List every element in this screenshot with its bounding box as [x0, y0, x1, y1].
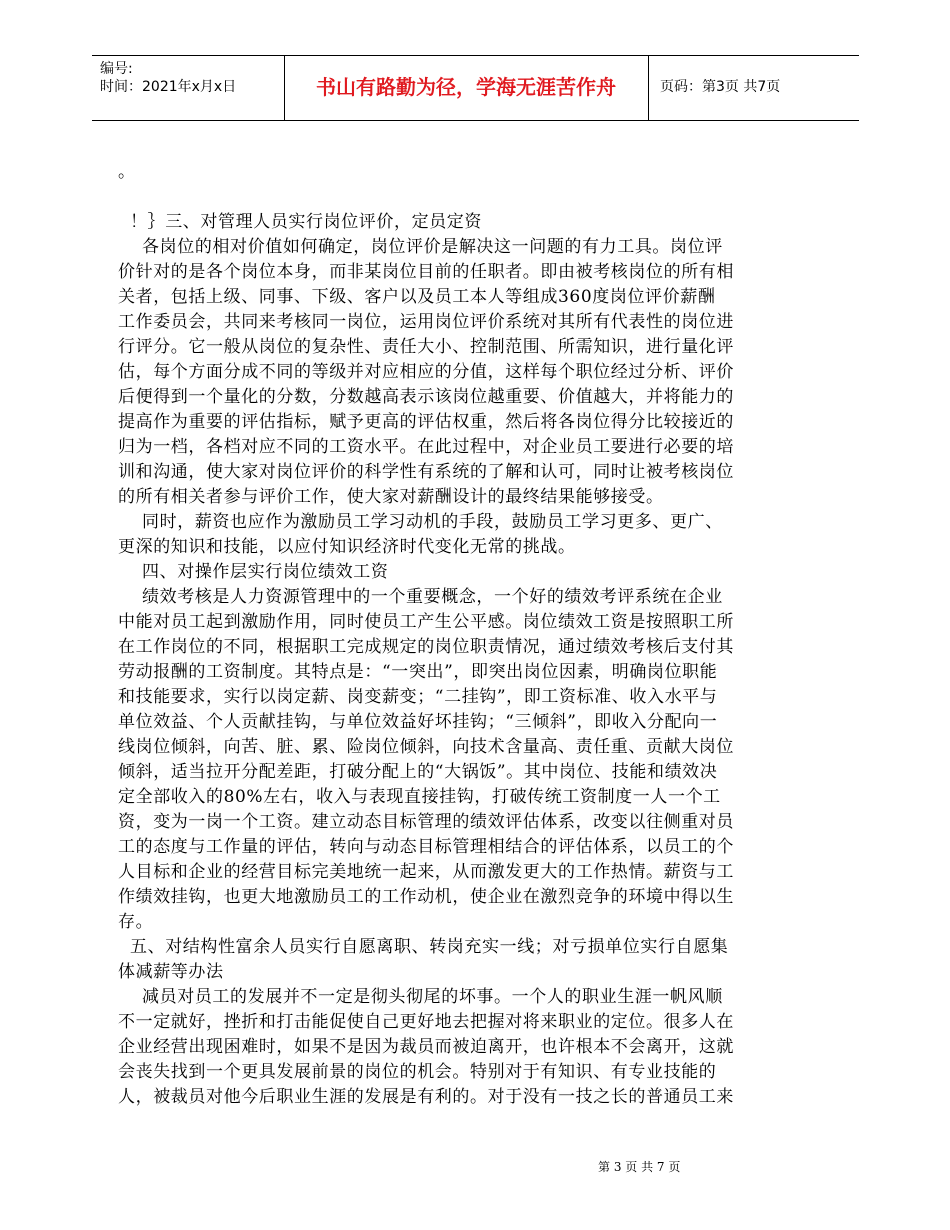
- header-divider-right: [648, 56, 649, 120]
- text-line: 定全部收入的80%左右，收入与表现直接挂钩，打破传统工资制度一人一个工: [118, 787, 721, 807]
- text-line: 提高作为重要的评估指标，赋予更高的评估权重，然后将各岗位得分比较接近的: [118, 412, 734, 432]
- text-line: 的所有相关者参与评价工作，使大家对薪酬设计的最终结果能够接受。: [118, 487, 664, 507]
- text-line: 和技能要求，实行以岗定薪、岗变薪变；“二挂钩”，即工资标准、收入水平与: [118, 687, 718, 707]
- text-line: 人，被裁员对他今后职业生涯的发展是有利的。对于没有一技之长的普通员工来: [118, 1087, 734, 1107]
- text-line: 减员对员工的发展并不一定是彻头彻尾的坏事。一个人的职业生涯一帆风顺: [118, 987, 723, 1007]
- text-line: 绩效考核是人力资源管理中的一个重要概念，一个好的绩效考评系统在企业: [118, 587, 723, 607]
- text-line: 在工作岗位的不同，根据职工完成规定的岗位职责情况，通过绩效考核后支付其: [118, 637, 734, 657]
- text-line: 价针对的是各个岗位本身，而非某岗位目前的任职者。即由被考核岗位的所有相: [118, 262, 734, 282]
- header-meta: [100, 60, 236, 96]
- header-number-label: 编号:: [100, 61, 133, 77]
- text-line: 人目标和企业的经营目标完美地统一起来，从而激发更大的工作热情。薪资与工: [118, 862, 734, 882]
- page-header: [92, 55, 859, 121]
- text-line: 四、对操作层实行岗位绩效工资: [118, 562, 389, 582]
- text-line: 五、对结构性富余人员实行自愿离职、转岗充实一线；对亏损单位实行自愿集: [118, 937, 729, 957]
- header-motto: 书山有路勤为径，学海无涯苦作舟: [316, 75, 616, 99]
- header-page-label: 页码：第3页 共7页: [660, 79, 781, 95]
- text-line: 线岗位倾斜，向苦、脏、累、险岗位倾斜，向技术含量高、责任重、贡献大岗位: [118, 737, 734, 757]
- text-line: 中能对员工起到激励作用，同时使员工产生公平感。岗位绩效工资是按照职工所: [118, 612, 734, 632]
- text-line: 关者，包括上级、同事、下级、客户以及员工本人等组成360度岗位评价薪酬: [118, 287, 716, 307]
- text-line: 作绩效挂钩，也更大地激励员工的工作动机，使企业在激烈竞争的环境中得以生: [118, 887, 734, 907]
- document-body: [118, 160, 768, 1110]
- text-line: 存。: [118, 912, 154, 932]
- text-line: 后便得到一个量化的分数，分数越高表示该岗位越重要、价值越大，并将能力的: [118, 387, 734, 407]
- text-line: 不一定就好，挫折和打击能促使自己更好地去把握对将来职业的定位。很多人在: [118, 1012, 734, 1032]
- text-line: 工的态度与工作量的评估，转向与动态目标管理相结合的评估体系，以员工的个: [118, 837, 734, 857]
- header-time-label: 时间：2021年x月x日: [100, 79, 237, 95]
- text-line: 体减薪等办法: [118, 962, 224, 982]
- text-line: 工作委员会，共同来考核同一岗位，运用岗位评价系统对其所有代表性的岗位进: [118, 312, 734, 332]
- text-line: [118, 185, 768, 210]
- text-line: 各岗位的相对价值如何确定，岗位评价是解决这一问题的有力工具。岗位评: [118, 237, 723, 257]
- text-line: 会丧失找到一个更具发展前景的岗位的机会。特别对于有知识、有专业技能的: [118, 1062, 717, 1082]
- page-footer: 第 3 页 共 7 页: [598, 1160, 681, 1174]
- text-line: 单位效益、个人贡献挂钩，与单位效益好坏挂钩；“三倾斜”，即收入分配向一: [118, 712, 718, 732]
- text-line: 行评分。它一般从岗位的复杂性、责任大小、控制范围、所需知识，进行量化评: [118, 337, 734, 357]
- text-line: 企业经营出现困难时，如果不是因为裁员而被迫离开，也许根本不会离开，这就: [118, 1037, 734, 1057]
- text-line: 更深的知识和技能，以应付知识经济时代变化无常的挑战。: [118, 537, 576, 557]
- text-line: 劳动报酬的工资制度。其特点是：“一突出”，即突出岗位因素，明确岗位职能: [118, 662, 718, 682]
- text-line: 资，变为一岗一个工资。建立动态目标管理的绩效评估体系，改变以往侧重对员: [118, 812, 734, 832]
- text-line: 训和沟通，使大家对岗位评价的科学性有系统的了解和认可，同时让被考核岗位: [118, 462, 734, 482]
- text-line: 倾斜，适当拉开分配差距，打破分配上的“大锅饭”。其中岗位、技能和绩效决: [118, 762, 718, 782]
- text-line: ！｝三、对管理人员实行岗位评价，定员定资: [118, 212, 483, 232]
- text-line: 。: [118, 162, 136, 182]
- text-line: 同时，薪资也应作为激励员工学习动机的手段，鼓励员工学习更多、更广、: [118, 512, 723, 532]
- text-line: 归为一档，各档对应不同的工资水平。在此过程中，对企业员工要进行必要的培: [118, 437, 734, 457]
- text-line: 估，每个方面分成不同的等级并对应相应的分值，这样每个职位经过分析、评价: [118, 362, 734, 382]
